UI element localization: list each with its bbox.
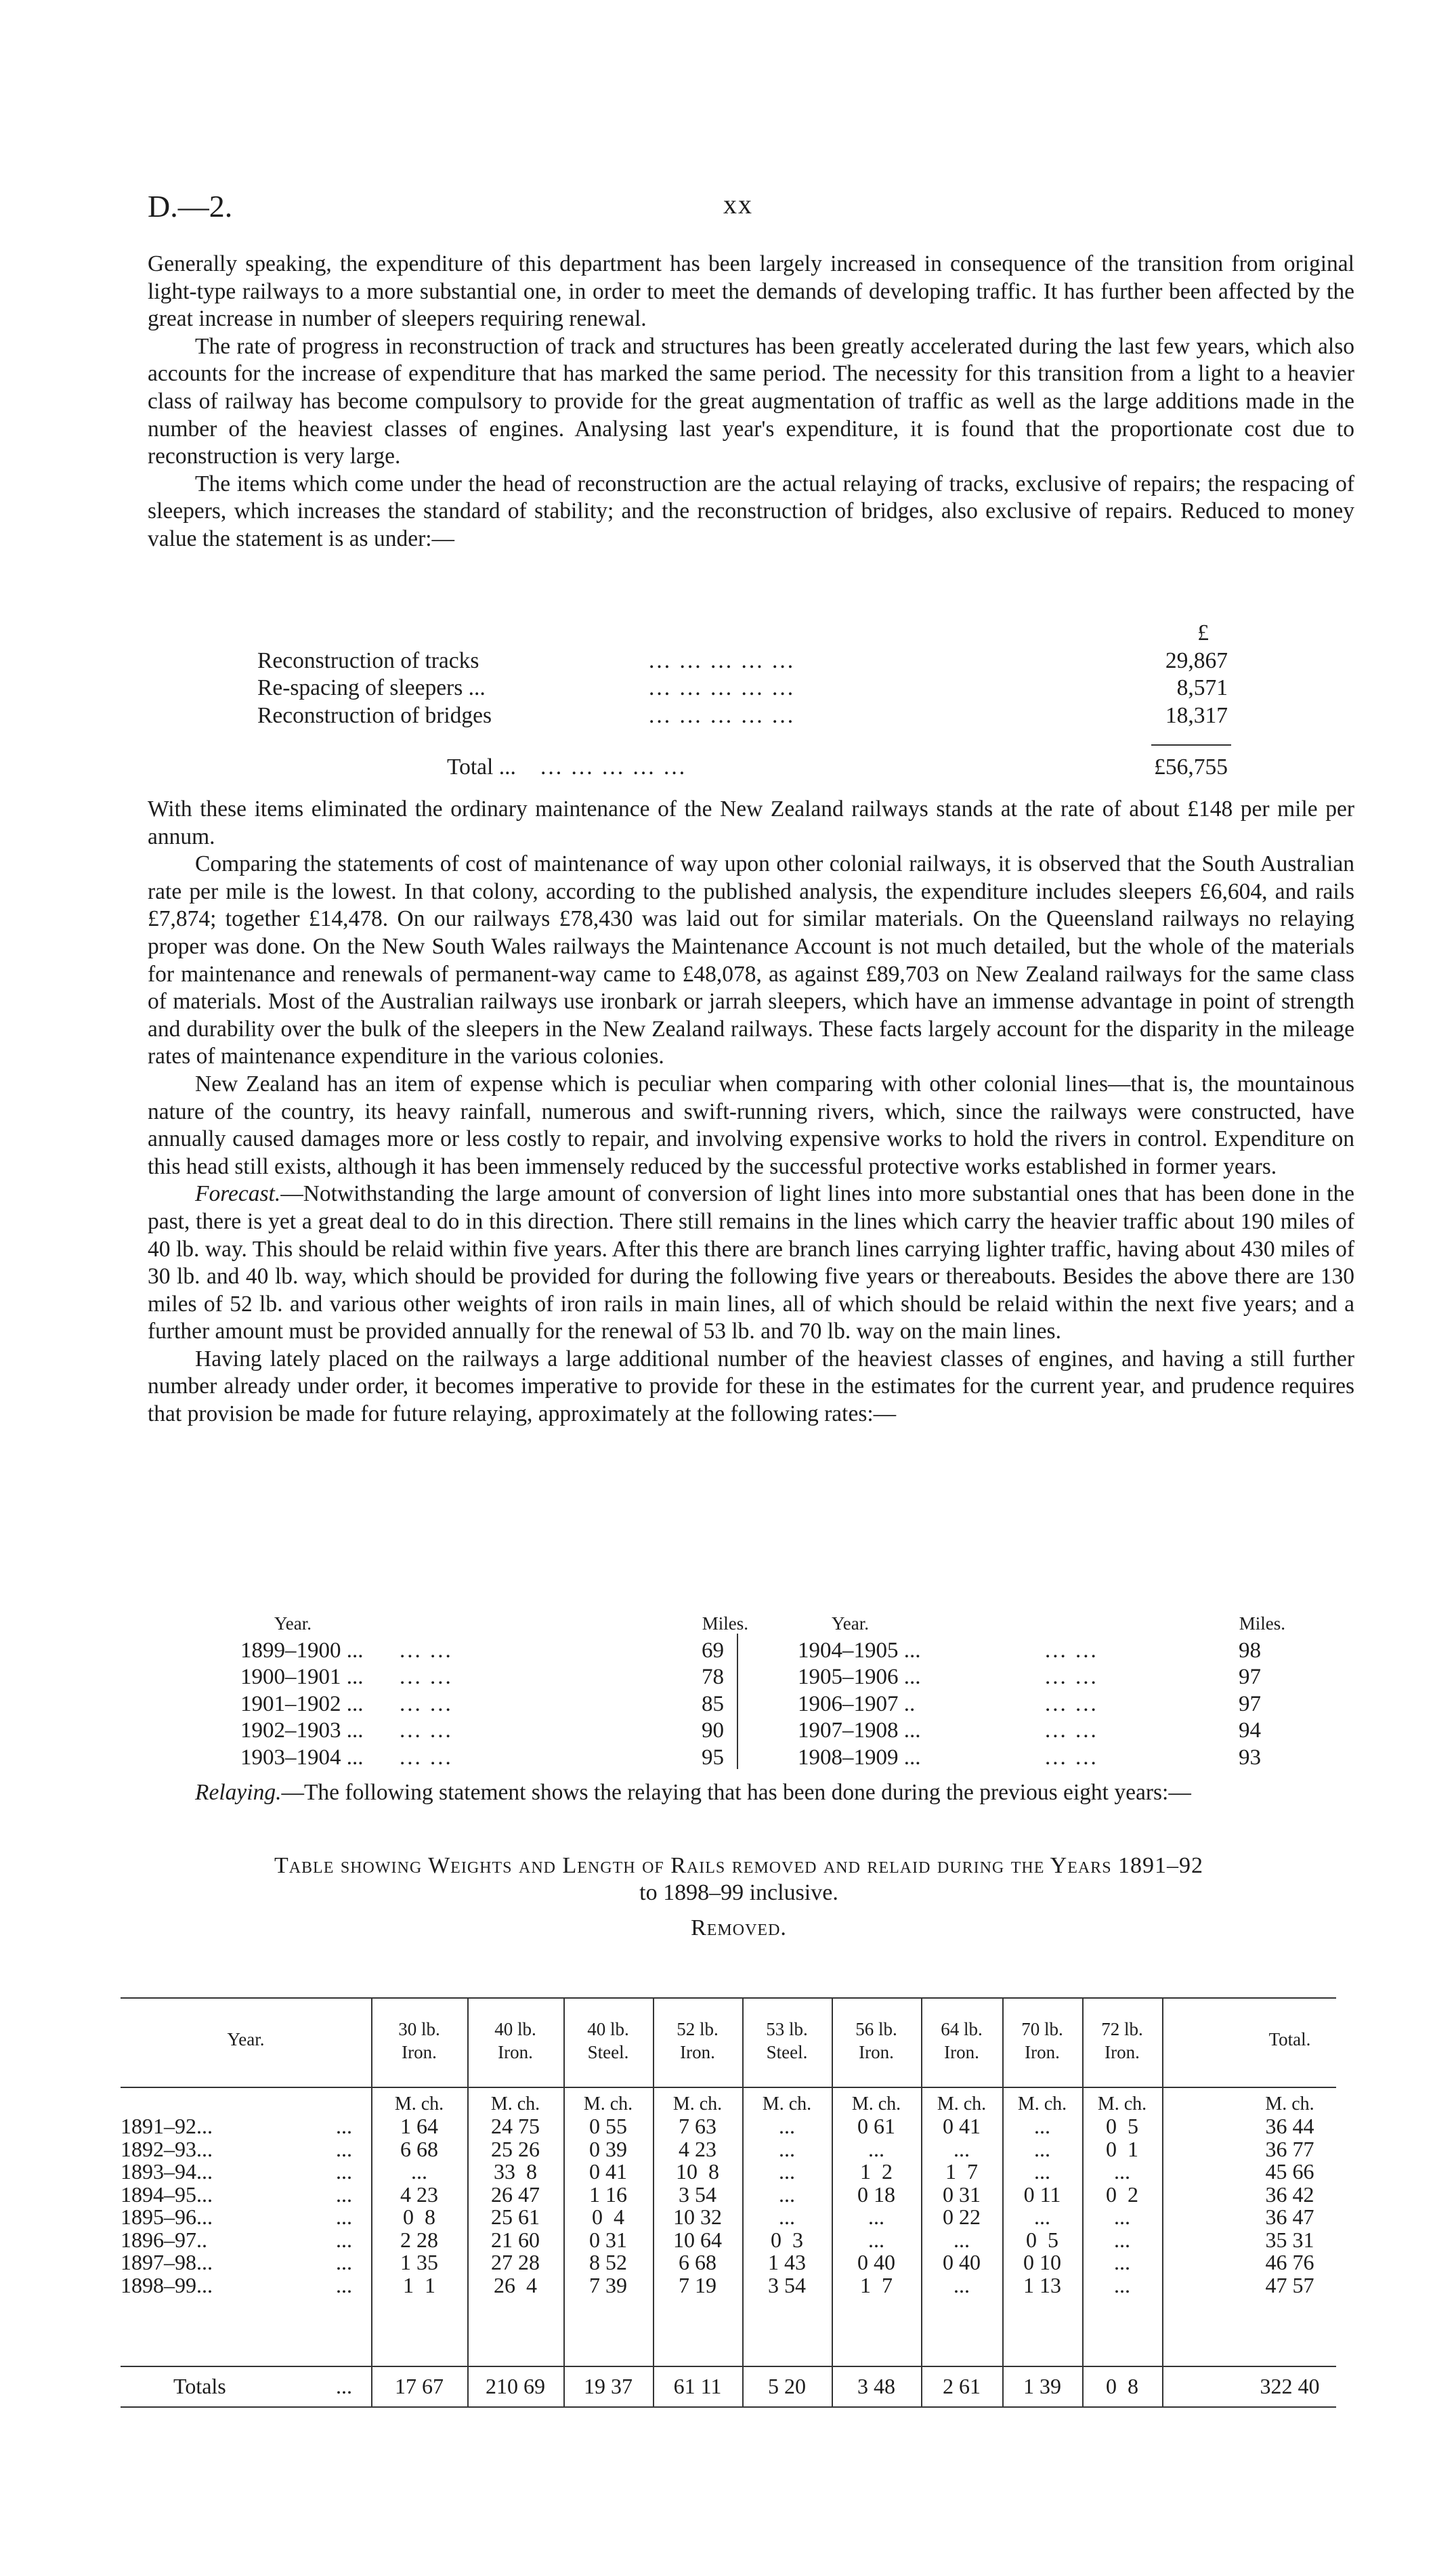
relaying-body: —The following statement shows the relaying that has been done during the previous eight years:— — [281, 1780, 1191, 1805]
column-weight: 52 lb. — [677, 2019, 719, 2039]
table-cell: 1 2 — [860, 2159, 893, 2184]
table-row-year: 1894–95... — [121, 2182, 213, 2207]
row-total-cell: 36 44 — [1265, 2114, 1314, 2138]
units-label: M. ch. — [1097, 2093, 1147, 2114]
rate-miles: 94 — [1239, 1718, 1261, 1743]
rates-row — [240, 1638, 748, 1665]
rate-year: 1907–1908 ... — [798, 1718, 921, 1743]
row-total-cell: 36 42 — [1265, 2182, 1314, 2207]
rates-row — [798, 1718, 1285, 1745]
statement-row — [148, 675, 1354, 702]
table-cell: 1 7 — [860, 2272, 893, 2297]
leader-dots: ... ... ... ... ... — [649, 675, 796, 700]
table-cell: 26 47 — [491, 2182, 540, 2207]
table-cell: 1 16 — [589, 2182, 627, 2207]
rates-right-column — [798, 1611, 1285, 1771]
forecast-paragraph — [148, 1181, 1354, 1346]
table-cell: 25 26 — [491, 2136, 540, 2161]
units-label: M. ch. — [672, 2093, 723, 2114]
table-row-year: 1892–93... — [121, 2136, 213, 2161]
leader-dots: ... ... ... ... ... — [649, 647, 796, 673]
rate-year: 1899–1900 ... — [240, 1638, 364, 1663]
table-cell: 3 54 — [679, 2182, 716, 2207]
column-total-cell: 17 67 — [395, 2374, 444, 2398]
table-row-year: 1896–97.. — [121, 2227, 207, 2252]
table-cell: 0 40 — [857, 2250, 895, 2274]
rates-row — [798, 1745, 1285, 1772]
weight-column-header — [563, 2018, 653, 2064]
column-total-cell: 61 11 — [673, 2374, 722, 2398]
table-cell: ... — [1114, 2250, 1130, 2274]
table-cell: 27 28 — [491, 2250, 540, 2274]
rates-row — [240, 1664, 748, 1691]
statement-row — [148, 702, 1354, 730]
leader-dots: ... ... — [400, 1638, 453, 1663]
table-cell: 1 35 — [400, 2250, 438, 2274]
rates-header — [798, 1611, 1285, 1638]
table-cell: 7 19 — [679, 2272, 716, 2297]
reconstruction-statement — [148, 620, 1354, 782]
table-cell: ... — [868, 2136, 884, 2161]
row-total-cell: 36 47 — [1265, 2205, 1314, 2229]
rates-row — [798, 1664, 1285, 1691]
rate-miles: 69 — [702, 1638, 724, 1663]
statement-label: Re-spacing of sleepers ... — [257, 675, 486, 700]
relaying-heading: Relaying. — [195, 1780, 282, 1805]
table-cell: 0 4 — [592, 2205, 624, 2229]
column-weight: 56 lb. — [855, 2019, 897, 2039]
table-caption — [122, 1852, 1356, 1942]
table-cell: ... — [1034, 2136, 1050, 2161]
forecast-text: —Notwithstanding the large amount of conversion of light lines into more substantial ones that has been done in the past, there is yet a great deal to do in this direction. There still remains in the lines which carry the heavier traffic about 190 miles of 40 lb. way. This should be relaid within five years. After this there are branch lines carrying lighter traffic, having about 430 miles of 30 lb. and 40 lb. way, which should be provided for during the following five years or thereabouts. Besides the above there are 130 miles of 52 lb. and various other weights of iron rails in main lines, all of which should be relaid within the next five years; and a further amount must be provided annually for the renewal of 53 lb. and 70 lb. way on the main lines. — [148, 1181, 1354, 1344]
paragraph: Generally speaking, the expenditure of this department has been largely increased in consequence of the transition from original light-type railways to a more substantial one, in order to meet the demands of developing traffic. It has further been affected by the great increase in number of sleepers requiring renewal. — [148, 251, 1354, 332]
table-bottom-rule — [121, 2406, 1336, 2408]
table-cell: ... — [1034, 2114, 1050, 2138]
table-cell: 0 5 — [1106, 2114, 1138, 2138]
rate-miles: 90 — [702, 1718, 724, 1743]
sum-rule — [1151, 744, 1231, 746]
table-row-year: 1891–92... — [121, 2114, 213, 2138]
column-material: Iron. — [498, 2042, 533, 2062]
column-material: Iron. — [680, 2042, 715, 2062]
statement-value: 29,867 — [1165, 647, 1228, 673]
table-cell: 0 5 — [1026, 2227, 1058, 2252]
grand-total-cell: 322 40 — [1260, 2374, 1320, 2398]
table-cell: 0 39 — [589, 2136, 627, 2161]
units-label: M. ch. — [490, 2093, 540, 2114]
units-label: M. ch. — [762, 2093, 812, 2114]
weight-column-header — [921, 2018, 1002, 2064]
table-cell: 2 28 — [400, 2227, 438, 2252]
rates-row — [798, 1638, 1285, 1665]
weight-column-header — [1002, 2018, 1082, 2064]
table-cell: 1 13 — [1023, 2272, 1061, 2297]
table-cell: 4 23 — [679, 2136, 716, 2161]
paragraph: The items which come under the head of reconstruction are the actual relaying of tracks, exclusive of repairs; the respacing of sleepers, which increases the standard of stability; and the reconstruction of bridges, also exclusive of repairs. Reduced to money value the statement is as under:— — [148, 471, 1354, 551]
page-number: xx — [723, 189, 753, 219]
leader-dots: ... ... — [400, 1665, 453, 1689]
table-cell: ... — [1114, 2159, 1130, 2184]
table-row-year: 1893–94... — [121, 2159, 213, 2184]
table-cell: 4 23 — [400, 2182, 438, 2207]
statement-total-value: £56,755 — [1154, 754, 1228, 780]
column-weight: 72 lb. — [1101, 2019, 1143, 2039]
document-reference: D.—2. — [148, 189, 233, 224]
column-weight: 40 lb. — [587, 2019, 629, 2039]
paragraph: New Zealand has an item of expense which is peculiar when comparing with other colonial lines—that is, the mountainous nature of the country, its heavy rainfall, numerous and swift-running rivers, which, since the railways were constructed, have annually caused damages more or less costly to repair, and involving expensive works to hold the rivers in control. Expenditure on this head still exists, although it has been immensely reduced by the successful protective works established in former years. — [148, 1071, 1354, 1179]
relaying-paragraph — [148, 1779, 1326, 1807]
table-cell: 0 3 — [771, 2227, 803, 2252]
forecast-heading: Forecast. — [195, 1181, 281, 1207]
table-cell: 0 31 — [943, 2182, 981, 2207]
column-total-cell: 210 69 — [486, 2374, 545, 2398]
column-weight: 70 lb. — [1021, 2019, 1063, 2039]
table-cell: ... — [868, 2227, 884, 2252]
miles-header: Miles. — [1239, 1613, 1285, 1634]
miles-header: Miles. — [702, 1613, 748, 1634]
leader-dots: ... — [336, 2374, 352, 2398]
table-cell: 6 68 — [679, 2250, 716, 2274]
statement-total-row — [148, 754, 1354, 782]
leader-dots: ... — [336, 2205, 352, 2229]
leader-dots: ... ... ... ... ... — [540, 754, 687, 780]
table-cell: 33 8 — [494, 2159, 537, 2184]
table-cell: 10 8 — [676, 2159, 719, 2184]
leader-dots: ... ... — [1045, 1718, 1098, 1743]
table-cell: ... — [1034, 2159, 1050, 2184]
table-caption-line: Table showing Weights and Length of Rails removed and relaid during the Years 1891–92 — [274, 1853, 1204, 1878]
table-cell: 24 75 — [491, 2114, 540, 2138]
paragraph: Having lately placed on the railways a large additional number of the heaviest classes of engines, and having a still further number already under order, it becomes imperative to provide for these in the estimates for the current year, and prudence requires that provision be made for future relaying, approximately at the following rates:— — [148, 1346, 1354, 1427]
table-cell: ... — [1034, 2205, 1050, 2229]
leader-dots: ... — [336, 2227, 352, 2252]
table-cell: ... — [779, 2136, 795, 2161]
leader-dots: ... — [336, 2250, 352, 2274]
leader-dots: ... — [336, 2136, 352, 2161]
rails-removed-table — [121, 1997, 1336, 2431]
relaying-rates-table — [148, 1611, 1354, 1773]
table-cell: ... — [954, 2136, 970, 2161]
rate-year: 1906–1907 .. — [798, 1691, 916, 1716]
weight-column-header — [653, 2018, 742, 2064]
year-header: Year. — [832, 1613, 870, 1634]
rates-row — [240, 1718, 748, 1745]
paragraph: The rate of progress in reconstruction of track and structures has been greatly accelerated during the last few years, which also accounts for the increase of expenditure that has marked the same period. The necessity for this transition from a light to a heavier class of railway has become compulsory to provide for the great augmentation of traffic as well as the large additions made in the number of the heaviest classes of engines. Analysing last year's expenditure, it is found that the proportionate cost due to reconstruction is very large. — [148, 333, 1354, 469]
table-body-rule — [121, 2366, 1336, 2367]
table-cell: ... — [779, 2205, 795, 2229]
units-label: M. ch. — [851, 2093, 901, 2114]
column-weight: 64 lb. — [941, 2019, 983, 2039]
rate-year: 1905–1906 ... — [798, 1665, 921, 1689]
total-column-header: Total. — [1268, 2029, 1311, 2049]
table-cell: ... — [779, 2114, 795, 2138]
rate-miles: 78 — [702, 1665, 724, 1689]
table-cell: ... — [954, 2272, 970, 2297]
column-total-cell: 0 8 — [1106, 2374, 1138, 2398]
rates-header — [240, 1611, 748, 1638]
units-label: M. ch. — [583, 2093, 633, 2114]
leader-dots: ... — [336, 2272, 352, 2297]
rates-row — [798, 1691, 1285, 1718]
column-total-cell: 19 37 — [584, 2374, 633, 2398]
table-cell: 0 40 — [943, 2250, 981, 2274]
table-cell: 0 8 — [403, 2205, 435, 2229]
table-cell: 0 22 — [943, 2205, 981, 2229]
weight-column-header — [742, 2018, 832, 2064]
table-cell: 1 43 — [768, 2250, 806, 2274]
leader-dots: ... ... — [1045, 1745, 1098, 1770]
paragraph: With these items eliminated the ordinary maintenance of the New Zealand railways stands at the rate of about £148 per mile per annum. — [148, 796, 1354, 849]
table-cell: 7 63 — [679, 2114, 716, 2138]
rate-year: 1900–1901 ... — [240, 1665, 364, 1689]
table-cell: 1 1 — [403, 2272, 435, 2297]
table-cell: ... — [411, 2159, 427, 2184]
column-material: Steel. — [587, 2042, 629, 2062]
row-total-cell: 45 66 — [1265, 2159, 1314, 2184]
table-cell: 0 61 — [857, 2114, 895, 2138]
table-cell: ... — [1114, 2205, 1130, 2229]
table-cell: ... — [954, 2227, 970, 2252]
leader-dots: ... ... — [1045, 1691, 1098, 1716]
weight-column-header — [467, 2018, 563, 2064]
weight-column-header — [1082, 2018, 1162, 2064]
weight-column-header — [832, 2018, 921, 2064]
table-cell: 10 32 — [673, 2205, 722, 2229]
leader-dots: ... — [336, 2114, 352, 2138]
table-cell: 0 11 — [1023, 2182, 1061, 2207]
table-caption-line: to 1898–99 inclusive. — [639, 1880, 838, 1905]
column-total-cell: 1 39 — [1023, 2374, 1061, 2398]
table-cell: 10 64 — [673, 2227, 722, 2252]
relaying-text — [148, 1779, 1326, 1807]
leader-dots: ... ... — [400, 1691, 453, 1716]
column-weight: 30 lb. — [398, 2019, 440, 2039]
column-weight: 40 lb. — [494, 2019, 536, 2039]
column-material: Iron. — [402, 2042, 437, 2062]
year-header: Year. — [274, 1613, 312, 1634]
rate-year: 1904–1905 ... — [798, 1638, 921, 1663]
table-column-divider — [1162, 1997, 1163, 2406]
leader-dots: ... — [336, 2182, 352, 2207]
table-cell: 26 4 — [494, 2272, 537, 2297]
leader-dots: ... ... ... ... ... — [649, 702, 796, 728]
rate-year: 1903–1904 ... — [240, 1745, 364, 1770]
statement-total-label: Total ... — [447, 754, 516, 780]
leader-dots: ... ... — [1045, 1665, 1098, 1689]
units-label: M. ch. — [1017, 2093, 1067, 2114]
table-cell: 25 61 — [491, 2205, 540, 2229]
rates-left-column — [240, 1611, 748, 1771]
row-total-cell: 47 57 — [1265, 2272, 1314, 2297]
leader-dots: ... ... — [400, 1745, 453, 1770]
rate-miles: 98 — [1239, 1638, 1261, 1663]
table-cell: 7 39 — [589, 2272, 627, 2297]
table-cell: 0 2 — [1106, 2182, 1138, 2207]
column-total-cell: 2 61 — [943, 2374, 981, 2398]
table-cell: ... — [779, 2159, 795, 2184]
column-total-cell: 3 48 — [857, 2374, 895, 2398]
column-material: Iron. — [1025, 2042, 1060, 2062]
statement-label: Reconstruction of bridges — [257, 702, 492, 728]
rate-miles: 95 — [702, 1745, 724, 1770]
row-total-cell: 46 76 — [1265, 2250, 1314, 2274]
leader-dots: ... ... — [400, 1718, 453, 1743]
statement-value: 8,571 — [1176, 675, 1228, 700]
rate-miles: 97 — [1239, 1691, 1261, 1716]
table-top-rule — [121, 1997, 1336, 1999]
table-row-year: 1897–98... — [121, 2250, 213, 2274]
table-cell: ... — [1114, 2227, 1130, 2252]
statement-value: 18,317 — [1165, 702, 1228, 728]
column-material: Iron. — [1105, 2042, 1140, 2062]
column-total-cell: 5 20 — [768, 2374, 806, 2398]
table-cell: 1 64 — [400, 2114, 438, 2138]
table-cell: 0 55 — [589, 2114, 627, 2138]
column-material: Iron. — [944, 2042, 979, 2062]
table-cell: 0 41 — [589, 2159, 627, 2184]
table-cell: 0 10 — [1023, 2250, 1061, 2274]
table-row-year: 1895–96... — [121, 2205, 213, 2229]
column-material: Steel. — [766, 2042, 808, 2062]
table-cell: 0 31 — [589, 2227, 627, 2252]
table-cell: ... — [779, 2182, 795, 2207]
units-label: M. ch. — [937, 2093, 987, 2114]
maintenance-text — [148, 796, 1354, 1428]
rates-row — [240, 1745, 748, 1772]
weight-column-header — [371, 2018, 467, 2064]
year-column-header: Year. — [227, 2029, 265, 2049]
paragraph: Comparing the statements of cost of maintenance of way upon other colonial railways, it is observed that the South Australian rate per mile is the lowest. In that colony, according to the published analysis, the expenditure includes sleepers £6,604, and rails £7,874; together £14,478. On our railways £78,430 was laid out for similar materials. On the Queensland railways no relaying proper was done. On the New South Wales railways the Maintenance Account is not much detailed, but the whole of the materials for maintenance and renewals of permanent-way came to £48,078, as against £89,703 on New Zealand railways for the same class of materials. Most of the Australian railways use ironbark or jarrah sleepers, which have an immense advantage in point of strength and durability over the bulk of the sleepers in the New Zealand railways. These facts largely account for the disparity in the mileage rates of maintenance expenditure in the various colonies. — [148, 851, 1354, 1069]
units-label: M. ch. — [394, 2093, 444, 2114]
leader-dots: ... — [336, 2159, 352, 2184]
column-material: Iron. — [859, 2042, 894, 2062]
table-cell: 1 7 — [945, 2159, 978, 2184]
leader-dots: ... ... — [1045, 1638, 1098, 1663]
rates-row — [240, 1691, 748, 1718]
row-total-cell: 35 31 — [1265, 2227, 1314, 2252]
intro-text — [148, 251, 1354, 553]
rate-year: 1901–1902 ... — [240, 1691, 364, 1716]
statement-header-row — [148, 620, 1354, 647]
table-cell: 8 52 — [589, 2250, 627, 2274]
table-row-year: 1898–99... — [121, 2272, 213, 2297]
currency-symbol: £ — [1197, 620, 1209, 645]
table-cell: 0 41 — [943, 2114, 981, 2138]
table-cell: 3 54 — [768, 2272, 806, 2297]
column-weight: 53 lb. — [766, 2019, 808, 2039]
table-cell: 0 1 — [1106, 2136, 1138, 2161]
row-total-cell: 36 77 — [1265, 2136, 1314, 2161]
table-cell: 0 18 — [857, 2182, 895, 2207]
rate-miles: 85 — [702, 1691, 724, 1716]
table-cell: 6 68 — [400, 2136, 438, 2161]
statement-label: Reconstruction of tracks — [257, 647, 479, 673]
table-header-rule — [121, 2087, 1336, 2088]
rate-year: 1902–1903 ... — [240, 1718, 364, 1743]
totals-label: Totals — [173, 2374, 226, 2398]
units-label: M. ch. — [1265, 2093, 1314, 2114]
table-cell: ... — [1114, 2272, 1130, 2297]
table-cell: ... — [868, 2205, 884, 2229]
rate-miles: 97 — [1239, 1665, 1261, 1689]
rate-miles: 93 — [1239, 1745, 1261, 1770]
column-divider — [737, 1634, 738, 1769]
table-cell: 21 60 — [491, 2227, 540, 2252]
table-section-title: Removed. — [691, 1915, 787, 1940]
rate-year: 1908–1909 ... — [798, 1745, 921, 1770]
statement-row — [148, 647, 1354, 675]
